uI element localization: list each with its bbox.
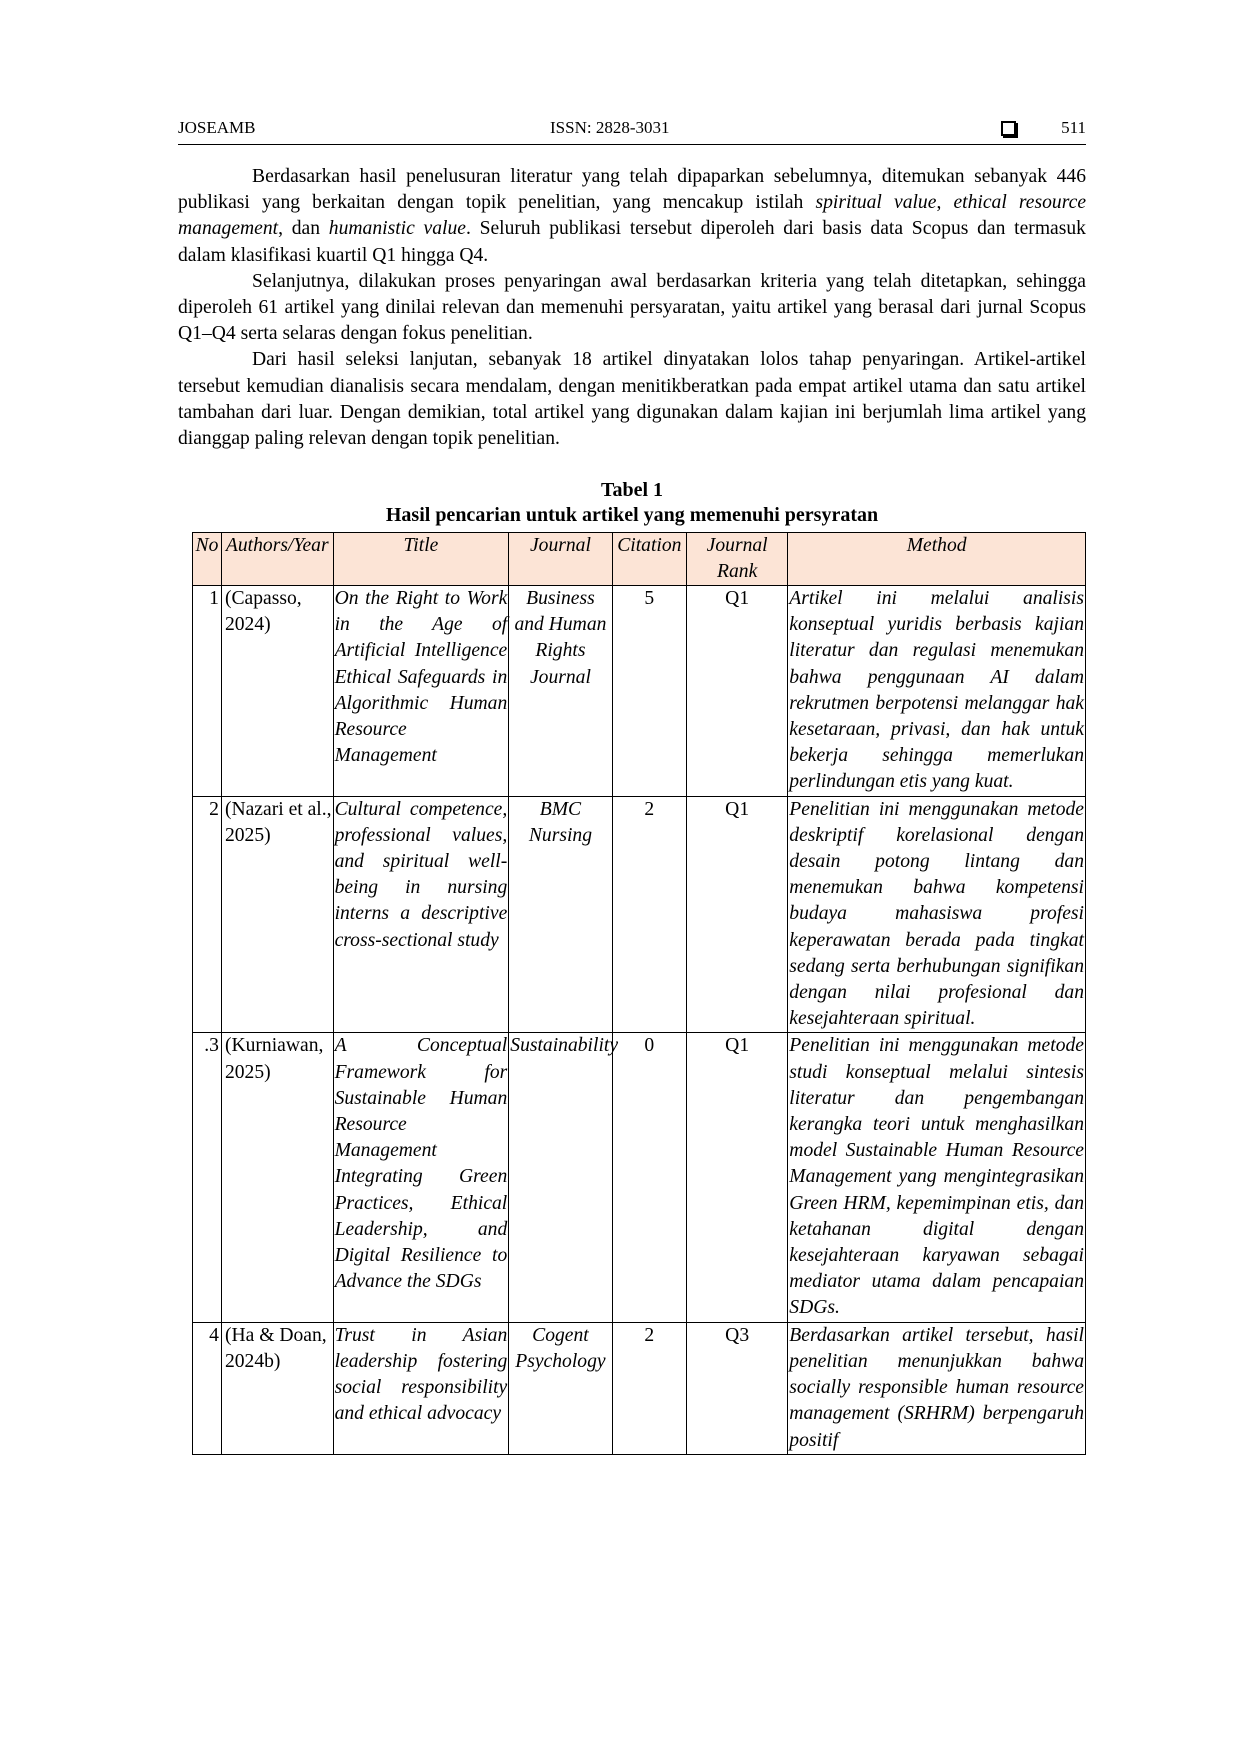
cell-method: Penelitian ini menggunakan metode deskriptif korelasional dengan desain potong lintang dan menemukan bahwa kompetensi budaya mahasiswa profesi keperawatan berada pada tingkat sedang serta berhubungan signifikan dengan nilai profesional dan kesejahteraan spiritual.	[788, 796, 1086, 1033]
text-segment: Dari hasil seleksi lanjutan, sebanyak 18 artikel dinyatakan lolos tahap penyaringan. Artikel-artikel tersebut kemudian dianalisis secara mendalam, dengan menitikberatkan pada empat artikel utama dan satu artikel tambahan dari luar. Dengan demikian, total artikel yang digunakan dalam kajian ini berjumlah lima artikel yang dianggap paling relevan dengan topik penelitian.	[178, 349, 1086, 450]
italic-term: spiritual value	[815, 192, 937, 214]
column-header-rank: Journal Rank	[687, 533, 788, 586]
paragraph	[178, 347, 1086, 452]
body-text	[178, 164, 1086, 452]
cell-authors: (Capasso, 2024)	[221, 586, 333, 797]
table-row	[193, 1033, 1086, 1322]
cell-no: 1	[193, 586, 222, 797]
italic-term: ethical resource management	[178, 192, 1087, 240]
cell-authors: (Nazari et al., 2025)	[221, 796, 333, 1033]
cell-rank: Q3	[687, 1322, 788, 1454]
column-header-method: Method	[788, 533, 1086, 586]
cell-title: Trust in Asian leadership fostering social responsibility and ethical advocacy	[333, 1322, 509, 1454]
text-segment: ,	[936, 192, 954, 214]
cell-authors: (Ha & Doan, 2024b)	[221, 1322, 333, 1454]
cell-citation: 0	[612, 1033, 686, 1322]
cell-no: 4	[193, 1322, 222, 1454]
italic-term: humanistic value	[328, 218, 466, 240]
cell-journal: Sustainability	[509, 1033, 612, 1322]
cell-title: On the Right to Work in the Age of Artificial Intelligence Ethical Safeguards in Algorithmic Human Resource Management	[333, 586, 509, 797]
cell-title: A Conceptual Framework for Sustainable Human Resource Management Integrating Green Practices, Ethical Leadership, and Digital Resilience to Advance the SDGs	[333, 1033, 509, 1322]
cell-method: Artikel ini melalui analisis konseptual yuridis berbasis kajian literatur dan regulasi menemukan bahwa penggunaan AI dalam rekrutmen berpotensi melanggar hak kesetaraan, privasi, dan hak untuk bekerja sehingga memerlukan perlindungan etis yang kuat.	[788, 586, 1086, 797]
column-header-no: No	[193, 533, 222, 586]
cell-journal: Cogent Psychology	[509, 1322, 612, 1454]
cell-citation: 2	[612, 796, 686, 1033]
text-segment: . Seluruh publikasi tersebut diperoleh dari basis data Scopus dan termasuk dalam klasifikasi kuartil Q1 hingga Q4.	[178, 218, 1086, 266]
cell-journal: Business and Human Rights Journal	[509, 586, 612, 797]
issn: ISSN: 2828-3031	[550, 118, 670, 137]
table-row	[193, 1322, 1086, 1454]
cell-authors: (Kurniawan, 2025)	[221, 1033, 333, 1322]
page-number: 511	[1061, 118, 1086, 137]
column-header-citation: Citation	[612, 533, 686, 586]
cell-citation: 2	[612, 1322, 686, 1454]
cell-journal: BMC Nursing	[509, 796, 612, 1033]
column-header-journal: Journal	[509, 533, 612, 586]
table-caption-title: Hasil pencarian untuk artikel yang memenuhi persyratan	[385, 504, 879, 526]
cell-title: Cultural competence, professional values, and spiritual well-being in nursing interns a descriptive cross-sectional study	[333, 796, 509, 1033]
table-row	[193, 796, 1086, 1033]
table-caption-label: Tabel 1	[600, 479, 664, 501]
cell-method: Penelitian ini menggunakan metode studi konseptual melalui sintesis literatur dan pengembangan kerangka teori untuk menghasilkan model Sustainable Human Resource Management yang mengintegrasikan Green HRM, kepemimpinan etis, dan ketahanan digital dengan kesejahteraan karyawan sebagai mediator utama dalam pencapaian SDGs.	[788, 1033, 1086, 1322]
column-header-title: Title	[333, 533, 509, 586]
text-segment: Berdasarkan hasil penelusuran literatur yang telah dipaparkan sebelumnya, ditemukan sebanyak 446 publikasi yang berkaitan dengan topik penelitian, yang mencakup istilah	[178, 166, 1086, 214]
text-segment: Selanjutnya, dilakukan proses penyaringan awal berdasarkan kriteria yang telah ditetapkan, sehingga diperoleh 61 artikel yang dinilai relevan dan memenuhi persyaratan, yaitu artikel yang berasal dari jurnal Scopus Q1–Q4 serta selaras dengan fokus penelitian.	[178, 270, 1086, 345]
cell-rank: Q1	[687, 586, 788, 797]
journal-name: JOSEAMB	[178, 118, 256, 137]
paragraph	[178, 269, 1086, 348]
results-table	[192, 532, 1086, 1455]
text-segment: , dan	[278, 218, 329, 240]
cell-method: Berdasarkan artikel tersebut, hasil penelitian menunjukkan bahwa socially responsible human resource management (SRHRM) berpengaruh positif	[788, 1322, 1086, 1454]
column-header-authors: Authors/Year	[221, 533, 333, 586]
running-header	[178, 118, 1086, 145]
table-header-row	[193, 533, 1086, 586]
cell-no: 2	[193, 796, 222, 1033]
cell-rank: Q1	[687, 796, 788, 1033]
table-row	[193, 586, 1086, 797]
cell-no: .3	[193, 1033, 222, 1322]
cell-rank: Q1	[687, 1033, 788, 1322]
cell-citation: 5	[612, 586, 686, 797]
checkbox-square-icon	[1001, 121, 1016, 136]
paragraph	[178, 164, 1086, 269]
